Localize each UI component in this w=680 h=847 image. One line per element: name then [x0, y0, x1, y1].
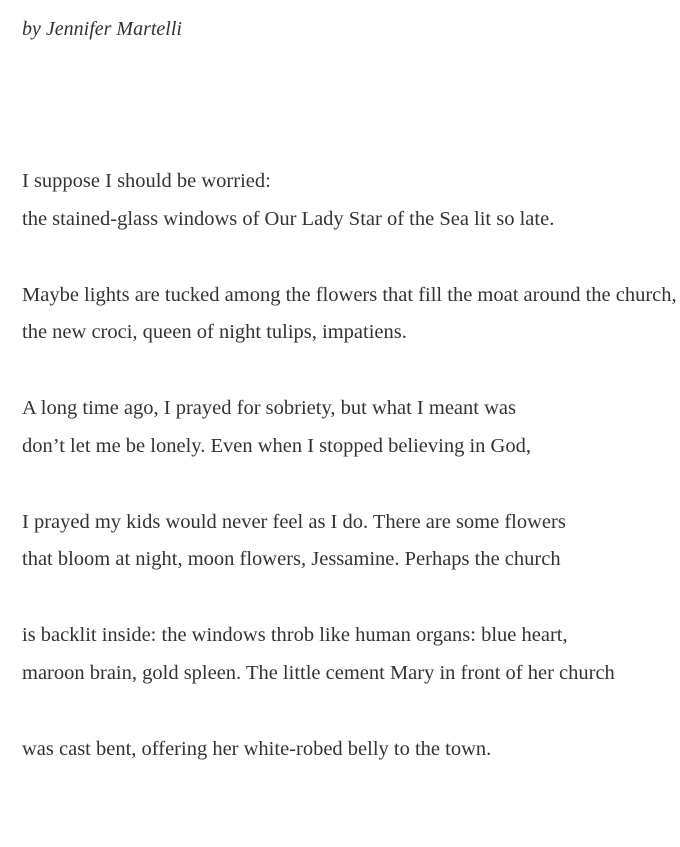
poem-line: I suppose I should be worried:: [22, 166, 678, 204]
stanza-6: [22, 734, 678, 847]
poem-line: I prayed my kids would never feel as I do. There are some flowers: [22, 507, 678, 545]
poem-line: Maybe lights are tucked among the flowers that fill the moat around the church,: [22, 280, 678, 318]
poem-line: is backlit inside: the windows throb like human organs: blue heart,: [22, 620, 678, 658]
stanza-2: [22, 280, 678, 394]
stanza-4: [22, 507, 678, 621]
stanza-1: [22, 166, 678, 280]
poem-line: A long time ago, I prayed for sobriety, but what I meant was: [22, 393, 678, 431]
poem-line: maroon brain, gold spleen. The little cement Mary in front of her church: [22, 658, 678, 696]
poem-line: that bloom at night, moon flowers, Jessamine. Perhaps the church: [22, 544, 678, 582]
poem-line: was cast bent, offering her white-robed belly to the town.: [22, 734, 678, 772]
poem-line: don’t let me be lonely. Even when I stopped believing in God,: [22, 431, 678, 469]
stanza-3: [22, 393, 678, 507]
poem-line: the new croci, queen of night tulips, impatiens.: [22, 317, 678, 355]
author-byline: by Jennifer Martelli: [22, 14, 182, 44]
poem-line: the stained-glass windows of Our Lady Star of the Sea lit so late.: [22, 204, 678, 242]
poem-body: [22, 166, 678, 847]
stanza-5: [22, 620, 678, 734]
